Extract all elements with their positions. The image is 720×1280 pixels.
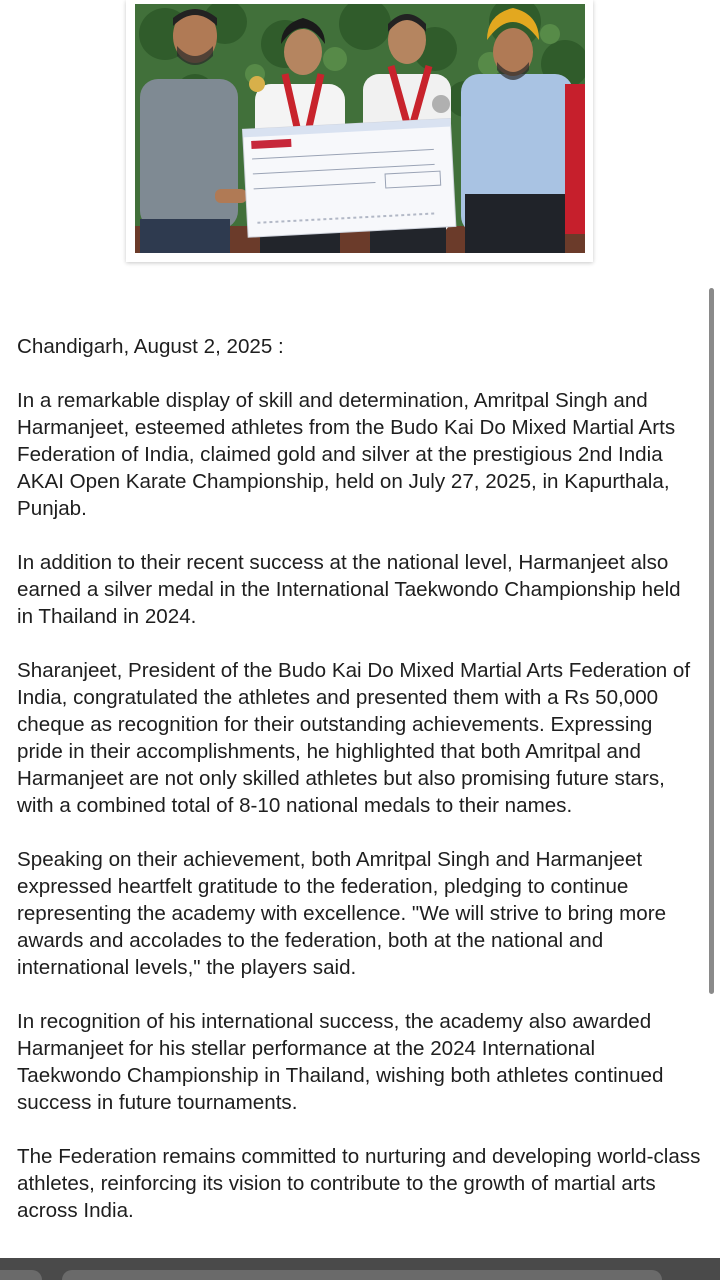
article-body (17, 333, 702, 1251)
bottom-nav-left-pill[interactable] (0, 1270, 42, 1280)
article-paragraph: Speaking on their achievement, both Amritpal Singh and Harmanjeet expressed heartfelt gratitude to the federation, pledging to continue representing the academy with excellence. "We will strive to bring more awards and accolades to the federation, both at the national and international levels," the players said. (17, 848, 667, 979)
bottom-system-bar (0, 1258, 720, 1280)
article-paragraph: In addition to their recent success at the national level, Harmanjeet also earned a silver medal in the International Taekwondo Championship held in Thailand in 2024. (17, 551, 681, 628)
scrollbar-thumb[interactable] (709, 288, 714, 994)
article-photo-frame (126, 0, 593, 262)
article-paragraph: Sharanjeet, President of the Budo Kai Do Mixed Martial Arts Federation of India, congratulated the athletes and presented them with a Rs 50,000 cheque as recognition for their outstanding achievements. Expressing pride in their accomplishments, he highlighted that both Amritpal and Harmanjeet are not only skilled athletes but also promising future stars, with a combined total of 8-10 national medals to their names. (17, 659, 691, 817)
article-paragraph: In a remarkable display of skill and determination, Amritpal Singh and Harmanjeet, esteemed athletes from the Budo Kai Do Mixed Martial Arts Federation of India, claimed gold and silver at the prestigious 2nd India AKAI Open Karate Championship, held on July 27, 2025, in Kapurthala, Punjab. (17, 389, 676, 520)
article-dateline: Chandigarh, August 2, 2025 : (17, 335, 284, 358)
award-ceremony-photo[interactable] (135, 4, 585, 253)
bottom-nav-main-pill[interactable] (62, 1270, 662, 1280)
article-paragraph: In recognition of his international success, the academy also awarded Harmanjeet for his stellar performance at the 2024 International Taekwondo Championship in Thailand, wishing both athletes continued success in future tournaments. (17, 1010, 664, 1114)
award-ceremony-illustration (135, 4, 585, 253)
article-paragraph: The Federation remains committed to nurturing and developing world-class athletes, reinforcing its vision to contribute to the growth of martial arts across India. (17, 1145, 701, 1222)
